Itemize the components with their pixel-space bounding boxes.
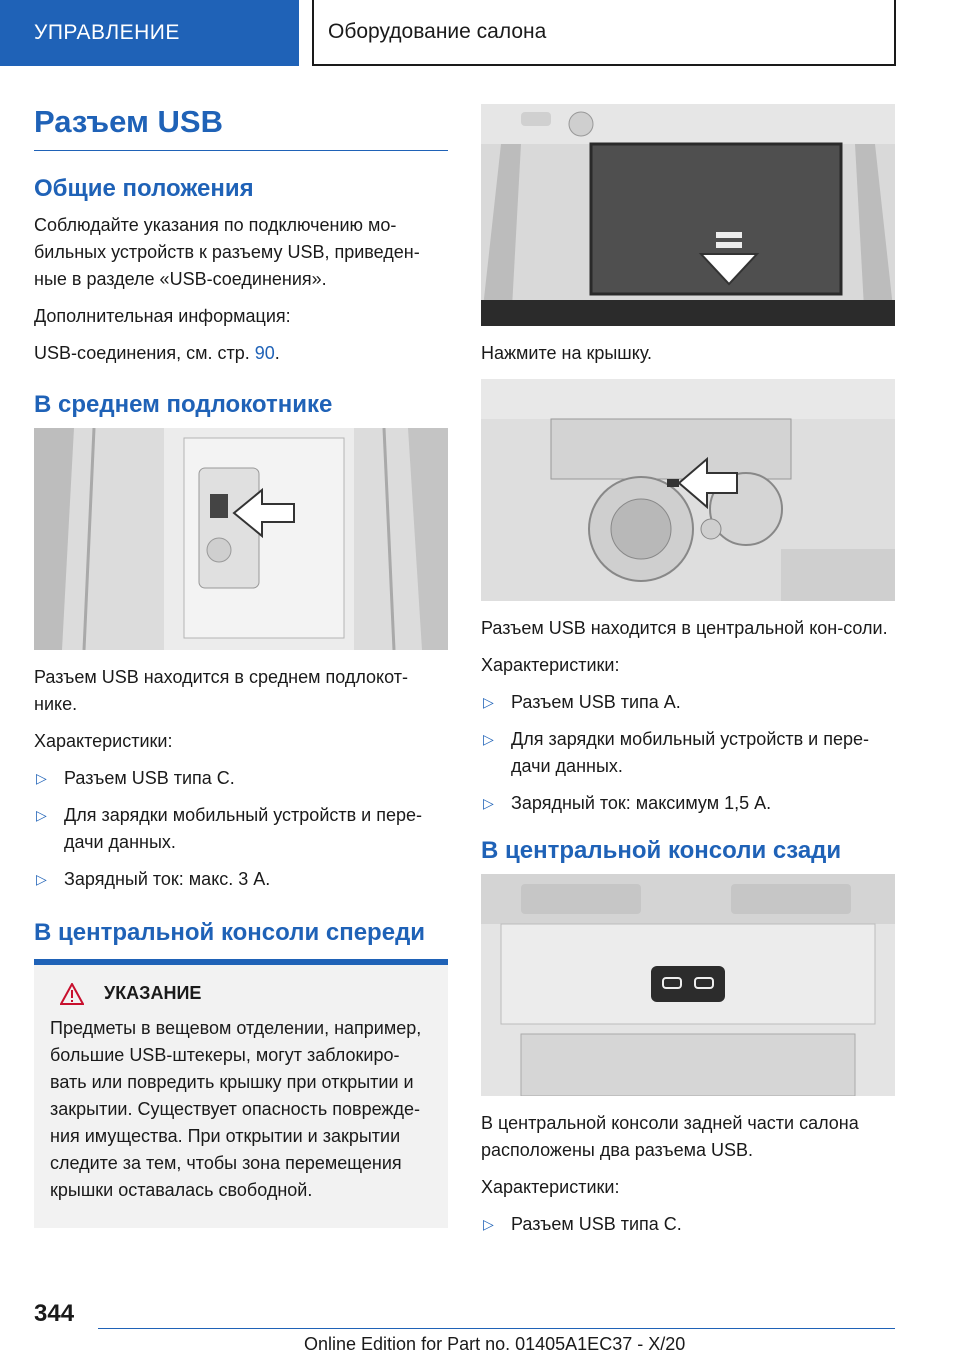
list-item-text: Зарядный ток: макс. 3 А. <box>64 869 271 890</box>
page-link[interactable]: 90 <box>254 343 275 364</box>
warning-box <box>34 959 448 1228</box>
right-column <box>481 104 895 1248</box>
list-item-text: Разъем USB типа C. <box>64 768 235 789</box>
rear-features-label: Характеристики: <box>481 1177 620 1198</box>
console-open-photo <box>481 379 895 601</box>
triangle-bullet-icon: ▷ <box>483 795 494 811</box>
list-item <box>34 866 448 893</box>
footer-edition: Online Edition for Part no. 01405A1EC37 - X/20 <box>304 1334 686 1354</box>
reference-text: USB-соединения, см. стр. <box>34 343 255 364</box>
armrest-photo <box>34 428 448 650</box>
footer-divider <box>98 1328 895 1329</box>
warning-triangle-icon <box>60 983 84 1005</box>
heading-armrest: В среднем подлокотнике <box>34 391 333 419</box>
heading-rear-console: В центральной консоли сзади <box>481 837 842 864</box>
triangle-bullet-icon: ▷ <box>36 770 47 787</box>
chapter-label: Оборудование салона <box>328 20 547 43</box>
warning-text: Предметы в вещевом отделении, например, большие USB-штекеры, могут заблокиро-вать или повредить крышку при открытии и закрытии. Существует опасность поврежде-ния имущества. При открытии и закрытии следите за тем, чтобы зона перемещения крышки оставалась свободной. <box>50 1017 422 1200</box>
list-item <box>481 790 895 817</box>
armrest-feature-list <box>34 765 448 893</box>
list-item-text: Разъем USB типа A. <box>511 692 681 712</box>
section-tab[interactable] <box>0 0 299 66</box>
page-number: 344 <box>34 1300 75 1327</box>
warning-header <box>50 983 432 1005</box>
list-item <box>481 1211 895 1238</box>
list-item <box>481 726 895 780</box>
triangle-bullet-icon: ▷ <box>483 1216 494 1233</box>
chapter-tab[interactable] <box>312 0 896 66</box>
reference-end: . <box>274 343 280 364</box>
page-title: Разъем USB <box>34 104 448 151</box>
list-item <box>34 765 448 792</box>
triangle-bullet-icon: ▷ <box>483 694 494 710</box>
heading-general: Общие положения <box>34 175 254 202</box>
list-item-text: Разъем USB типа C. <box>511 1214 682 1235</box>
armrest-features-label: Характеристики: <box>34 731 173 752</box>
list-item-text: Для зарядки мобильный устройств и пере-дачи данных. <box>511 729 870 776</box>
list-item <box>481 689 895 716</box>
rear-caption: В центральной консоли задней части салона расположены два разъема USB. <box>481 1113 859 1161</box>
press-caption: Нажмите на крышку. <box>481 343 653 363</box>
more-info-label: Дополнительная информация: <box>34 306 291 327</box>
console-features-label: Характеристики: <box>481 655 620 675</box>
page-reference <box>34 340 448 367</box>
list-item <box>34 802 448 856</box>
console-caption: Разъем USB находится в центральной кон-соли. <box>481 618 888 638</box>
triangle-bullet-icon: ▷ <box>36 871 47 888</box>
triangle-bullet-icon: ▷ <box>36 807 47 824</box>
list-item-text: Зарядный ток: максимум 1,5 А. <box>511 793 772 813</box>
console-feature-list <box>481 689 895 817</box>
console-lid-photo <box>481 104 895 326</box>
armrest-caption: Разъем USB находится в среднем подлокот-нике. <box>34 667 408 715</box>
section-label: УПРАВЛЕНИЕ <box>34 21 180 44</box>
general-text: Соблюдайте указания по подключению мо-бильных устройств к разъему USB, приведен-ные в разделе «USB-соединения». <box>34 215 420 290</box>
triangle-bullet-icon: ▷ <box>483 731 494 747</box>
heading-front-console: В центральной консоли спереди <box>34 919 426 947</box>
rear-feature-list <box>481 1211 895 1238</box>
warning-title: УКАЗАНИЕ <box>104 983 202 1004</box>
rear-console-photo <box>481 874 895 1096</box>
left-column <box>34 104 448 1228</box>
list-item-text: Для зарядки мобильный устройств и пере-дачи данных. <box>64 805 423 853</box>
